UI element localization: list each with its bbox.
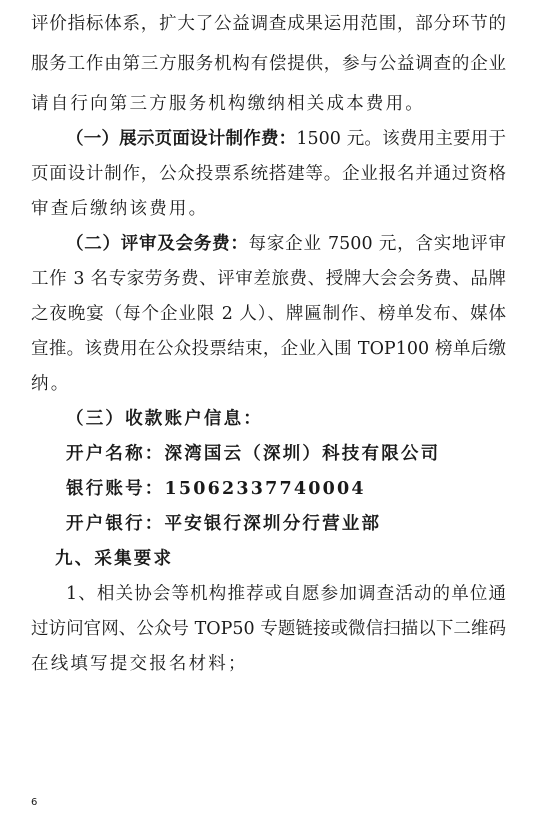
account-heading: （三）收款账户信息： xyxy=(66,409,263,429)
paragraph-line: 过访问官网、公众号 TOP50 专题链接或微信扫描以下二维码 xyxy=(31,619,506,639)
paragraph-line: 工作 3 名专家劳务费、评审差旅费、授牌大会会务费、品牌 xyxy=(31,269,506,289)
account-name: 开户名称：深湾国云（深圳）科技有限公司 xyxy=(66,444,441,464)
paragraph-line: 服务工作由第三方服务机构有偿提供，参与公益调查的企业 xyxy=(31,54,506,74)
paragraph-line: 审查后缴纳该费用。 xyxy=(31,199,209,219)
paragraph-line: 之夜晚宴（每个企业限 2 人）、牌匾制作、榜单发布、媒体 xyxy=(31,304,506,324)
paragraph-line: 1、相关协会等机构推荐或自愿参加调查活动的单位通 xyxy=(66,584,506,604)
account-number: 银行账号：15062337740004 xyxy=(66,479,366,499)
fee-display-label: （一）展示页面设计制作费： xyxy=(66,129,297,149)
account-bank: 开户银行：平安银行深圳分行营业部 xyxy=(66,514,382,534)
paragraph-line: 页面设计制作，公众投票系统搭建等。企业报名并通过资格 xyxy=(31,164,506,184)
paragraph-line: 纳。 xyxy=(31,374,71,394)
paragraph-line: 宣推。该费用在公众投票结束，企业入围 TOP100 榜单后缴 xyxy=(31,339,506,359)
page-number: 6 xyxy=(31,797,38,808)
fee-review-label: （二）评审及会务费： xyxy=(66,234,249,254)
fee-display-item xyxy=(66,127,506,151)
section-heading: 九、采集要求 xyxy=(55,549,174,569)
paragraph-line: 评价指标体系，扩大了公益调查成果运用范围，部分环节的 xyxy=(31,14,506,34)
fee-review-text: 每家企业 7500 元，含实地评审 xyxy=(248,234,506,254)
fee-display-text: 1500 元。该费用主要用于 xyxy=(296,129,506,149)
paragraph-line: 在线填写提交报名材料； xyxy=(31,654,248,674)
fee-review-item xyxy=(66,232,506,256)
paragraph-line: 请自行向第三方服务机构缴纳相关成本费用。 xyxy=(31,94,425,114)
